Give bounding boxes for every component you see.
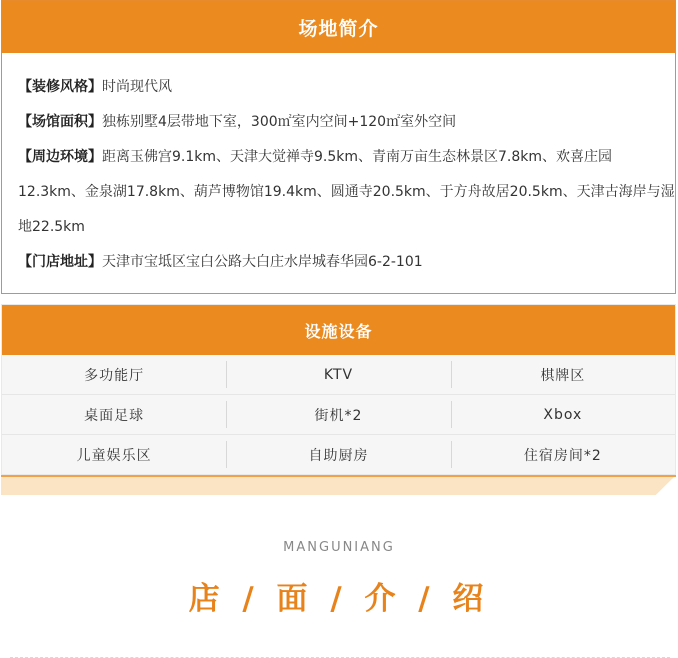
facility-cell: 自助厨房: [226, 435, 450, 474]
facility-cell: 桌面足球: [84, 407, 145, 424]
facility-cell: 住宿房间*2: [451, 435, 675, 474]
decorative-stripe: [1, 475, 676, 495]
decoration-style-value: 时尚现代风: [102, 79, 172, 95]
facility-cell: Xbox: [451, 395, 675, 434]
venue-intro-header: 场地简介: [2, 1, 675, 53]
store-intro-heading: 店 / 面 / 介 / 绍: [188, 581, 490, 617]
venue-intro-card: [1, 0, 676, 294]
facilities-row: [2, 435, 675, 474]
surroundings-line: [18, 140, 675, 245]
facility-cell: 棋牌区: [451, 355, 675, 394]
surroundings-key: 【周边环境】: [18, 149, 102, 165]
facilities-header: 设施设备: [2, 305, 675, 355]
facility-cell: KTV: [226, 355, 450, 394]
address-line: [18, 245, 675, 280]
facility-cell: 街机*2: [226, 395, 450, 434]
venue-area-value: 独栋别墅4层带地下室，300㎡室内空间+120㎡室外空间: [102, 114, 457, 130]
facilities-card: [1, 304, 676, 475]
facility-cell: 儿童娱乐区: [76, 447, 152, 464]
decorative-stripe-line: [1, 475, 676, 477]
decoration-style-line: [18, 70, 675, 105]
address-key: 【门店地址】: [18, 254, 102, 270]
address-value: 天津市宝坻区宝白公路大白庄水岸城春华园6-2-101: [102, 254, 423, 270]
brand-wordmark: MANGUNIANG: [283, 540, 395, 555]
decoration-style-key: 【装修风格】: [18, 79, 102, 95]
surroundings-value: 距离玉佛宫9.1km、天津大觉禅寺9.5km、青南万亩生态林景区7.8km、欢喜庄园12.3km、金泉湖17.8km、葫芦博物馆19.4km、圆通寺20.5km、于方舟故居20.5km、天津古海岸与湿地22.5km: [18, 149, 675, 235]
facility-cell: 多功能厅: [84, 367, 145, 384]
venue-area-key: 【场馆面积】: [18, 114, 102, 130]
facilities-row: [2, 395, 675, 435]
venue-intro-body: [2, 53, 675, 280]
facilities-row: [2, 355, 675, 395]
venue-area-line: [18, 105, 675, 140]
